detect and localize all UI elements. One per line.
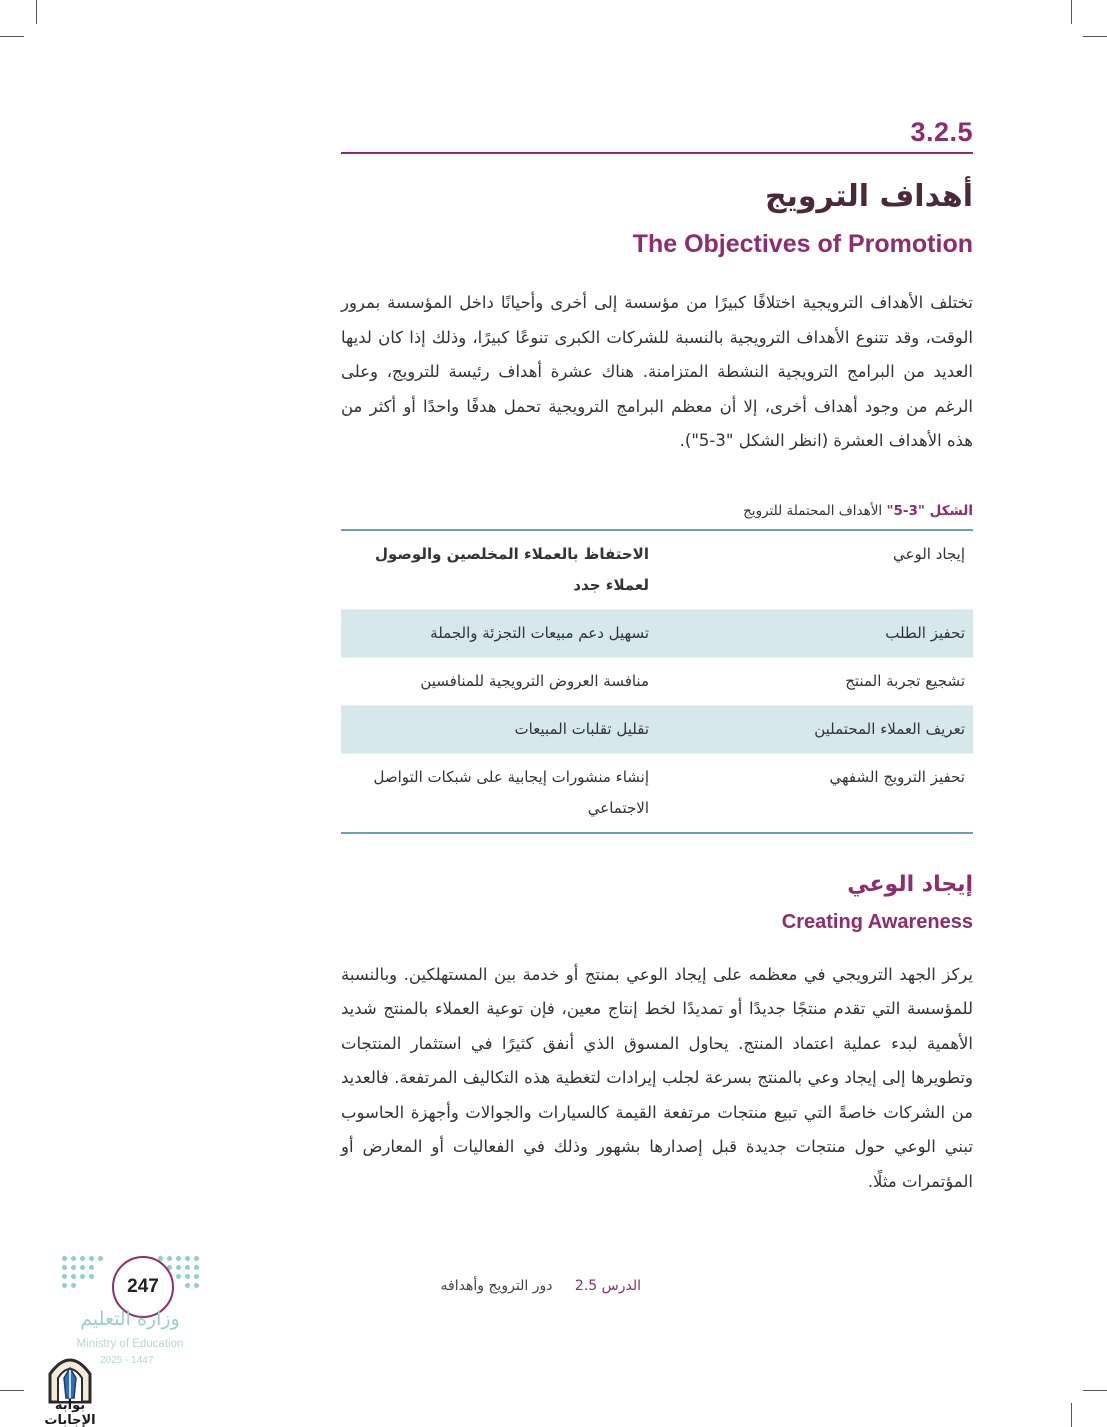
ministry-name-ar: وزارة التعليم: [80, 1308, 180, 1330]
crop-mark: [1071, 0, 1072, 24]
section-rule: [341, 152, 973, 154]
objectives-table: [341, 529, 973, 834]
section-title-en: [341, 228, 973, 260]
table-cell: تحفيز الطلب: [651, 609, 973, 657]
crop-mark: [36, 0, 37, 24]
lesson-label: الدرس 2.5: [574, 1278, 641, 1294]
crop-mark: [0, 1390, 24, 1391]
page-content: [341, 110, 973, 1199]
subsection-title-ar: إيجاد الوعي: [847, 871, 973, 897]
table-row: [341, 753, 973, 833]
crop-mark: [1083, 1390, 1107, 1391]
table-cell: إنشاء منشورات إيجابية على شبكات التواصل الاجتماعي: [341, 753, 651, 833]
section-number: 3.2.5: [910, 117, 973, 147]
table-row: [341, 657, 973, 705]
table-cell: تسهيل دعم مبيعات التجزئة والجملة: [341, 609, 651, 657]
figure-label: الشكل "3-5": [886, 502, 973, 519]
table-cell: منافسة العروض الترويجية للمنافسين: [341, 657, 651, 705]
crop-mark: [1071, 1403, 1072, 1427]
table-cell: تشجيع تجربة المنتج: [651, 657, 973, 705]
table-cell: تحفيز الترويج الشفهي: [651, 753, 973, 833]
dots-decoration-left: [62, 1256, 104, 1290]
figure-caption: [341, 503, 973, 519]
subsection-title-en: Creating Awareness: [781, 910, 973, 933]
table-cell: الاحتفاظ بالعملاء المخلصين والوصول لعملاء جدد: [341, 530, 651, 610]
table-row: [341, 530, 973, 610]
figure-caption-text: الأهداف المحتملة للترويج: [743, 502, 883, 519]
section-title-ar: أهداف الترويج: [765, 179, 973, 214]
table-cell: تقليل تقلبات المبيعات: [341, 705, 651, 753]
table-row: [341, 705, 973, 753]
table-cell: تعريف العملاء المحتملين: [651, 705, 973, 753]
crop-mark: [0, 36, 24, 37]
table-cell: إيجاد الوعي: [651, 530, 973, 610]
page-footer: [341, 1278, 641, 1294]
page-number: 247: [112, 1256, 174, 1318]
section-title-en-text: The Objectives of Promotion: [632, 230, 973, 258]
ministry-name-en: Ministry of Education: [76, 1338, 184, 1350]
ministry-year: 2025 - 1447: [100, 1355, 154, 1366]
intro-paragraph: تختلف الأهداف الترويجية اختلافًا كبيرًا من مؤسسة إلى أخرى وأحيانًا داخل المؤسسة بمرور الوقت، وقد تتنوع الأهداف الترويجية بالنسبة للشركات الكبرى تنوعًا كبيرًا، وذلك إذا كان لديها العديد من البرامج الترويجية النشطة المتزامنة. هناك عشرة أهداف رئيسة للترويج، وعلى الرغم من وجود أهداف أخرى، إلا أن معظم البرامج الترويجية تحمل هدفًا واحدًا أو أكثر من هذه الأهداف العشرة (انظر الشكل "3-5").: [341, 293, 973, 450]
crop-mark: [1083, 36, 1107, 37]
lesson-title: دور الترويج وأهدافه: [440, 1278, 553, 1294]
table-row: [341, 609, 973, 657]
awareness-paragraph: يركز الجهد الترويجي في معظمه على إيجاد الوعي بمنتج أو خدمة بين المستهلكين. وبالنسبة للمؤسسة التي تقدم منتجًا جديدًا أو تمديدًا لخط إنتاج معين، فإن توعية العملاء بالمنتج شديد الأهمية لبدء عملية اعتماد المنتج. يحاول المسوق الذي أنفق كثيرًا في استثمار المنتجات وتطويرها إلى إيجاد وعي بالمنتج بسرعة لجلب إيرادات لتغطية هذه التكاليف المرتفعة. فالعديد من الشركات خاصةً التي تبيع منتجات مرتفعة القيمة كالسيارات والجوالات وأجهزة الحاسوب تبني الوعي حول منتجات جديدة قبل إصدارها بشهور وذلك في الفعاليات أو المعارض أو المؤتمرات مثلًا.: [341, 964, 973, 1191]
site-name: بوابة الإجابات: [44, 1398, 96, 1427]
